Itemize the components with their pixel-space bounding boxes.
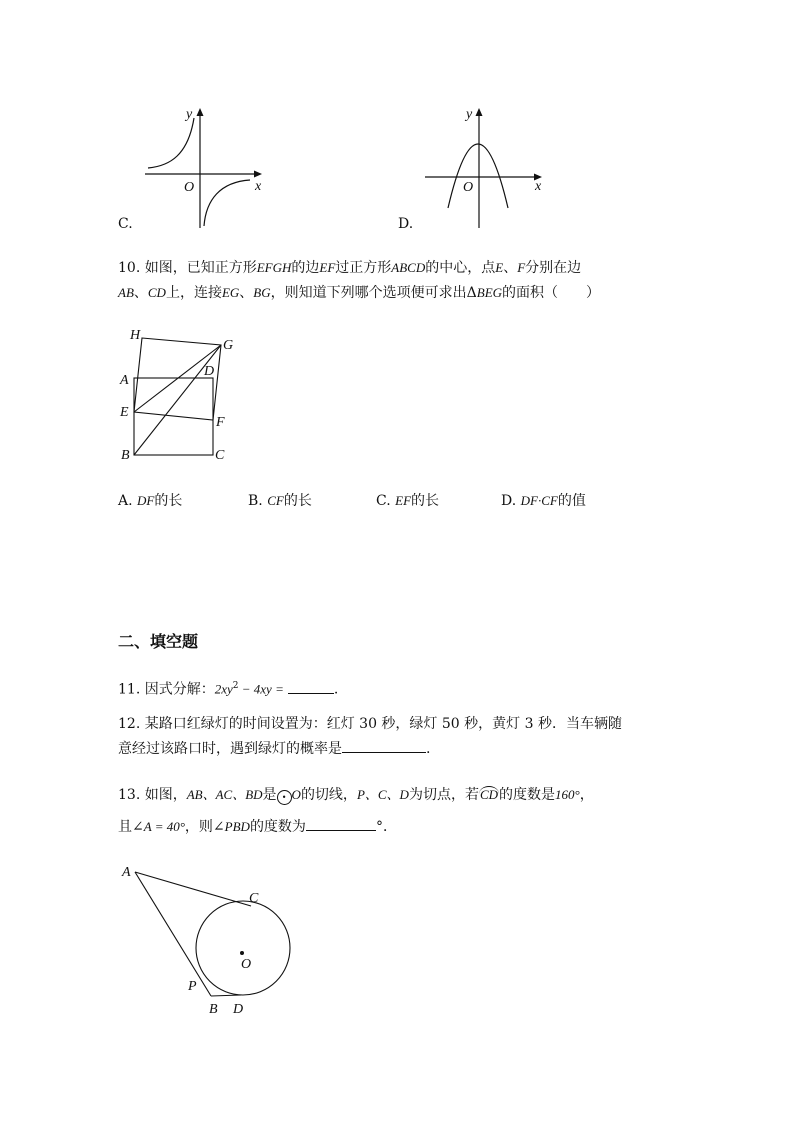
label-C: C: [215, 448, 225, 463]
graph-c: [140, 100, 280, 230]
label-D: D: [204, 364, 215, 379]
q12-line-1: 12. 某路口红绿灯的时间设置为：红灯 30 秒，绿灯 50 秒，黄灯 3 秒．当车辆随: [118, 716, 622, 732]
q12-line-2: 意经过该路口时，遇到绿灯的概率是 .: [118, 738, 430, 759]
circle-symbol: •: [277, 790, 292, 805]
graph-d: [420, 100, 560, 230]
label-E: E: [120, 405, 129, 420]
q10-option-d: D. DF·CF的值: [501, 493, 586, 509]
label-A: A: [120, 373, 129, 388]
q10-line-2: AB、CD上，连接EG、BG，则知道下列哪个选项便可求出ΔBEG的面积（ ）: [118, 285, 601, 301]
q11: 11. 因式分解：$2xy^2 - 4xy$ = .: [118, 676, 338, 700]
q10-option-b: B. CF的长: [248, 493, 312, 509]
graph-d-origin: O: [463, 180, 474, 195]
graph-c-x-label: x: [255, 179, 262, 194]
label-C: C: [249, 891, 259, 906]
label-H: H: [130, 328, 141, 343]
q10-option-a: A. DF的长: [118, 493, 183, 509]
q12-answer-blank[interactable]: [342, 738, 426, 753]
label-A: A: [122, 865, 131, 880]
q13-line-1: 13. 如图，AB、AC、BD是 • O的切线，P、C、D为切点，若CD的度数是160°，: [118, 787, 594, 803]
option-c-label: C.: [118, 216, 133, 232]
graph-d-x-label: x: [535, 179, 542, 194]
label-D: D: [233, 1002, 244, 1017]
label-B: B: [121, 448, 130, 463]
label-G: G: [223, 338, 234, 353]
label-F: F: [216, 415, 225, 430]
section-title: 二、填空题: [118, 632, 199, 651]
label-O: O: [241, 957, 252, 972]
q13-figure: [115, 858, 305, 1018]
q13-line-2: 且∠A = 40°，则∠PBD的度数为 °．: [118, 816, 397, 837]
graph-c-y-label: y: [186, 107, 193, 122]
arc-cd: CD: [479, 787, 499, 802]
option-d-label: D.: [398, 216, 414, 232]
label-P: P: [188, 979, 197, 994]
q13-answer-blank[interactable]: [306, 816, 376, 831]
q11-answer-blank[interactable]: [288, 679, 334, 694]
label-B: B: [209, 1002, 218, 1017]
q10-line-1: 10. 如图，已知正方形EFGH的边EF过正方形ABCD的中心，点E、F分别在边: [118, 260, 582, 276]
graph-d-y-label: y: [466, 107, 473, 122]
q10-figure: [112, 320, 252, 470]
q10-option-c: C. EF的长: [376, 493, 440, 509]
graph-c-origin: O: [184, 180, 195, 195]
